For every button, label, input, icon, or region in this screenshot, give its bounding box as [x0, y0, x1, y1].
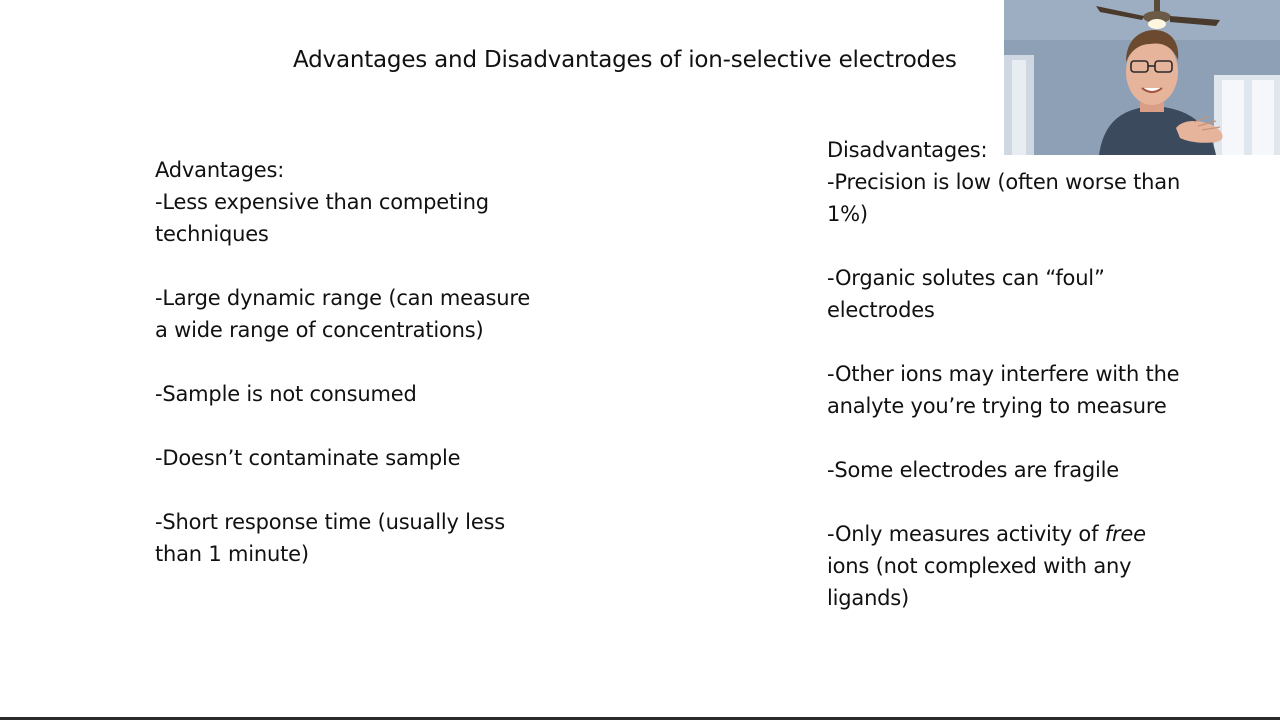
disadvantage-item: -Some electrodes are fragile — [827, 458, 1119, 482]
webcam-video-inset — [1004, 0, 1280, 155]
disadvantages-heading: Disadvantages: — [827, 138, 988, 162]
item-prefix: -Only measures activity of — [827, 522, 1105, 546]
advantage-item: -Less expensive than competing techniques — [155, 190, 489, 246]
advantages-heading: Advantages: — [155, 158, 285, 182]
disadvantages-column — [827, 134, 1187, 614]
item-emphasis: free — [1104, 522, 1146, 546]
advantage-item: -Large dynamic range (can measure a wide range of concentrations) — [155, 286, 531, 342]
disadvantage-item-free-ions — [827, 518, 1187, 614]
advantage-item: -Sample is not consumed — [155, 382, 417, 406]
advantage-item: -Doesn’t contaminate sample — [155, 446, 461, 470]
slide-title: Advantages and Disadvantages of ion-selective electrodes — [293, 47, 957, 73]
disadvantage-item: -Precision is low (often worse than 1%) — [827, 170, 1181, 226]
disadvantage-item: -Other ions may interfere with the analyte you’re trying to measure — [827, 362, 1180, 418]
advantages-column — [155, 154, 535, 570]
item-suffix: ions (not complexed with any ligands) — [827, 554, 1132, 610]
advantage-item: -Short response time (usually less than 1 minute) — [155, 510, 506, 566]
presenter-video-frame — [1004, 0, 1280, 155]
disadvantage-item: -Organic solutes can “foul” electrodes — [827, 266, 1105, 322]
